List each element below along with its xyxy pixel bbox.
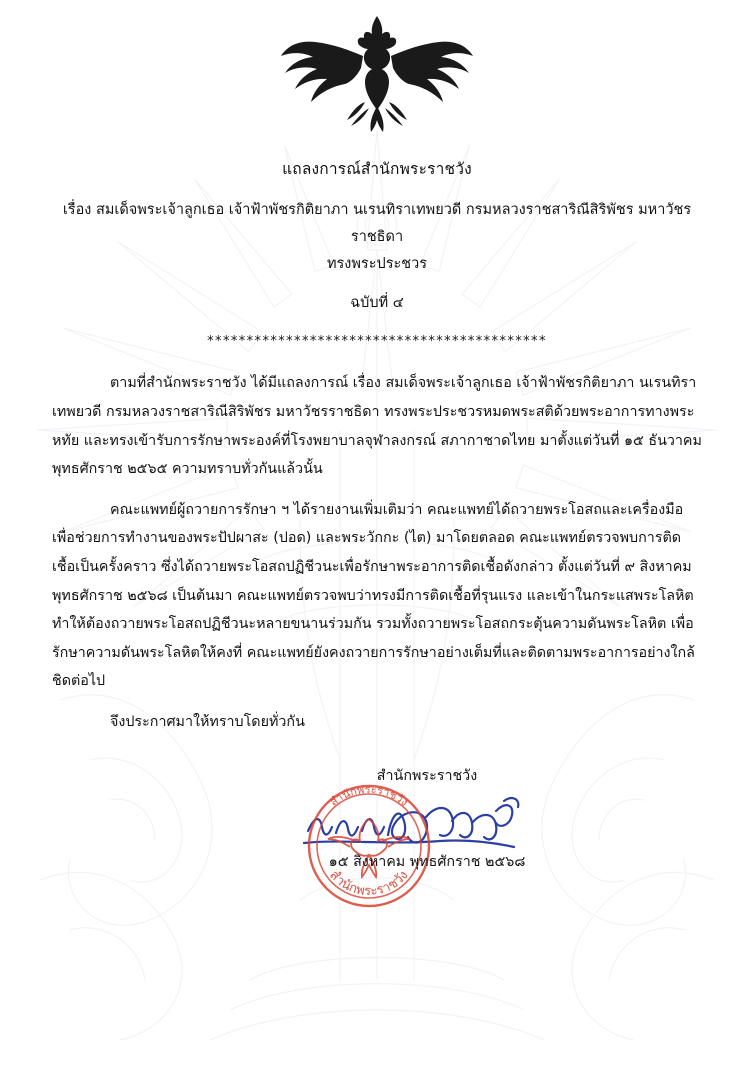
paragraph: จึงประกาศมาให้ทราบโดยทั่วกัน xyxy=(110,713,305,730)
svg-text:สำนักพระราชวัง xyxy=(328,783,411,809)
garuda-emblem xyxy=(0,0,754,140)
divider: ******************************************* xyxy=(207,334,547,350)
edition-label: ฉบับที่ ๔ xyxy=(350,295,404,312)
subject-block xyxy=(52,197,702,277)
subject-line-1: เรื่อง สมเด็จพระเจ้าลูกเธอ เจ้าฟ้าพัชรกิติยาภา นเรนทิราเทพยวดี กรมหลวงราชสาริณีสิริพัชร มหาวัชรราชธิดา xyxy=(62,202,692,245)
paragraph: ตามที่สำนักพระราชวัง ได้มีแถลงการณ์ เรื่อง สมเด็จพระเจ้าลูกเธอ เจ้าฟ้าพัชรกิติยาภา นเรนทิราเทพยวดี กรมหลวงราชสาริณีสิริพัชร มหาวัชรราชธิดา ทรงพระประชวรหมดพระสติด้วยพระอาการทางพระหทัย และทรงเข้ารับการรักษาพระองค์ที่โรงพยาบาลจุฬาลงกรณ์ สภากาชาดไทย มาตั้งแต่วันที่ ๑๕ ธันวาคม พุทธศักราช ๒๕๖๕ ความทราบทั่วกันแล้วนั้น xyxy=(52,375,702,478)
signature-block xyxy=(52,763,702,933)
official-seal xyxy=(294,771,444,921)
body-text xyxy=(52,369,702,736)
seal-bottom-text: สำนักพระราชวัง xyxy=(326,867,412,899)
seal-top-text: สำนักพระราชวัง xyxy=(327,782,411,809)
signature-office: สำนักพระราชวัง xyxy=(376,767,478,784)
subject-line-2: ทรงพระประชวร xyxy=(326,255,428,272)
signature-date: ๑๕ สิงหาคม พุทธศักราช ๒๕๖๘ xyxy=(328,853,526,870)
document-content xyxy=(0,156,754,933)
garuda-emblem-graphic xyxy=(277,10,477,140)
page-title: แถลงการณ์สำนักพระราชวัง xyxy=(282,160,472,178)
paragraph: คณะแพทย์ผู้ถวายการรักษา ฯ ได้รายงานเพิ่มเติมว่า คณะแพทย์ได้ถวายพระโอสถและเครื่องมือเพื่อช่วยการทำงานของพระปัปผาสะ (ปอด) และพระวักกะ (ไต) มาโดยตลอด คณะแพทย์ตรวจพบการติดเชื้อเป็นครั้งคราว ซึ่งได้ถวายพระโอสถปฏิชีวนะเพื่อรักษาพระอาการติดเชื้อดังกล่าว ตั้งแต่วันที่ ๙ สิงหาคม พุทธศักราช ๒๕๖๘ เป็นต้นมา คณะแพทย์ตรวจพบว่าทรงมีการติดเชื้อที่รุนแรง และเข้าในกระแสพระโลหิต ทำให้ต้องถวายพระโอสถปฏิชีวนะหลายขนานร่วมกัน รวมทั้งถวายพระโอสถกระตุ้นความดันพระโลหิต เพื่อรักษาความดันพระโลหิตให้คงที่ คณะแพทย์ยังคงถวายการรักษาอย่างเต็มที่และติดตามพระอาการอย่างใกล้ชิดต่อไป xyxy=(52,501,695,690)
